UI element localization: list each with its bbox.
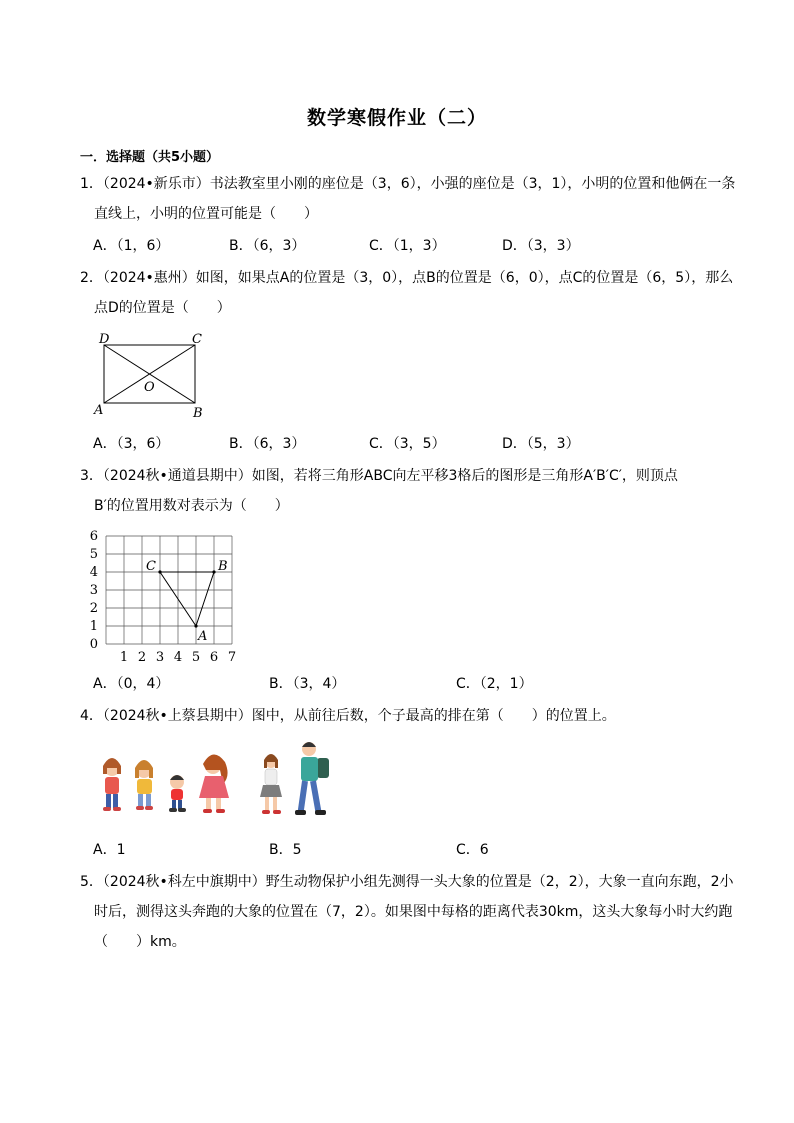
page-title: 数学寒假作业（二） bbox=[306, 107, 487, 129]
q3-line1: 3．（2024秋•通道县期中）如图，若将三角形ABC向左平移3格后的图形是三角形A′B′C′，则顶点 bbox=[80, 468, 678, 484]
q2-option-d: D．（5，3） bbox=[502, 436, 580, 452]
label-a: A bbox=[94, 403, 104, 418]
x-tick-label: 3 bbox=[155, 650, 165, 665]
y-tick-label: 5 bbox=[89, 547, 98, 562]
q1-option-b: B．（6，3） bbox=[229, 238, 306, 254]
x-tick-label: 4 bbox=[173, 650, 183, 665]
section-heading: 一．选择题（共5小题） bbox=[80, 150, 220, 165]
q3-line2: B′的位置用数对表示为（ ） bbox=[94, 498, 289, 514]
q4-option-b: B．5 bbox=[269, 842, 302, 858]
label-o: O bbox=[144, 380, 155, 395]
q1-line1: 1．（2024•新乐市）书法教室里小刚的座位是（3，6），小强的座位是（3，1），小明的位置和他俩在一条 bbox=[80, 176, 736, 192]
y-tick-label: 6 bbox=[89, 529, 98, 544]
q5-line3: （ ）km。 bbox=[94, 934, 186, 950]
q2-option-c: C．（3，5） bbox=[369, 436, 446, 452]
child-3 bbox=[169, 775, 186, 812]
child-5 bbox=[260, 754, 282, 814]
x-tick-label: 6 bbox=[209, 650, 219, 665]
point-label-b: B bbox=[218, 559, 228, 574]
q2-option-b: B．（6，3） bbox=[229, 436, 306, 452]
y-tick-label: 1 bbox=[89, 619, 98, 634]
children-in-line-illustration bbox=[95, 738, 335, 823]
q3-coordinate-grid bbox=[88, 525, 248, 665]
q3-option-a: A．（0，4） bbox=[93, 676, 170, 692]
q2-rectangle-figure bbox=[90, 328, 210, 423]
q2-option-a: A．（3，6） bbox=[93, 436, 170, 452]
y-tick-label: 3 bbox=[89, 583, 98, 598]
x-tick-label: 7 bbox=[227, 650, 237, 665]
triangle-abc bbox=[160, 572, 214, 626]
q1-option-a: A．（1，6） bbox=[93, 238, 170, 254]
child-4 bbox=[199, 754, 229, 813]
y-tick-label: 2 bbox=[89, 601, 98, 616]
child-6 bbox=[295, 742, 329, 815]
q2-line1: 2．（2024•惠州）如图，如果点A的位置是（3，0），点B的位置是（6，0），点C的位置是（6，5），那么 bbox=[80, 270, 734, 286]
q5-line1: 5．（2024秋•科左中旗期中）野生动物保护小组先测得一头大象的位置是（2，2），大象一直向东跑，2小 bbox=[80, 874, 734, 890]
q1-option-d: D．（3，3） bbox=[502, 238, 580, 254]
q3-option-c: C．（2，1） bbox=[456, 676, 533, 692]
y-tick-label: 4 bbox=[89, 565, 98, 580]
child-2 bbox=[135, 760, 153, 810]
q4-option-a: A．1 bbox=[93, 842, 126, 858]
q4-option-c: C．6 bbox=[456, 842, 489, 858]
q2-line2: 点D的位置是（ ） bbox=[94, 300, 231, 316]
label-b: B bbox=[193, 406, 203, 421]
q4-line1: 4．（2024秋•上蔡县期中）图中，从前往后数，个子最高的排在第（ ）的位置上。 bbox=[80, 708, 616, 724]
label-c: C bbox=[192, 332, 202, 347]
q3-option-b: B．（3，4） bbox=[269, 676, 346, 692]
q5-line2: 时后，测得这头奔跑的大象的位置在（7，2）。如果图中每格的距离代表30km，这头大象每小时大约跑 bbox=[94, 904, 733, 920]
point-c bbox=[158, 570, 161, 573]
point-a bbox=[194, 624, 197, 627]
y-tick-label: 0 bbox=[89, 637, 98, 652]
q1-option-c: C．（1，3） bbox=[369, 238, 446, 254]
q1-line2: 直线上，小明的位置可能是（ ） bbox=[94, 206, 318, 222]
point-label-a: A bbox=[198, 629, 208, 644]
child-1 bbox=[103, 758, 121, 811]
label-d: D bbox=[99, 332, 110, 347]
x-tick-label: 2 bbox=[137, 650, 147, 665]
x-tick-label: 1 bbox=[119, 650, 129, 665]
x-tick-label: 5 bbox=[191, 650, 201, 665]
point-b bbox=[212, 570, 215, 573]
point-label-c: C bbox=[146, 559, 156, 574]
